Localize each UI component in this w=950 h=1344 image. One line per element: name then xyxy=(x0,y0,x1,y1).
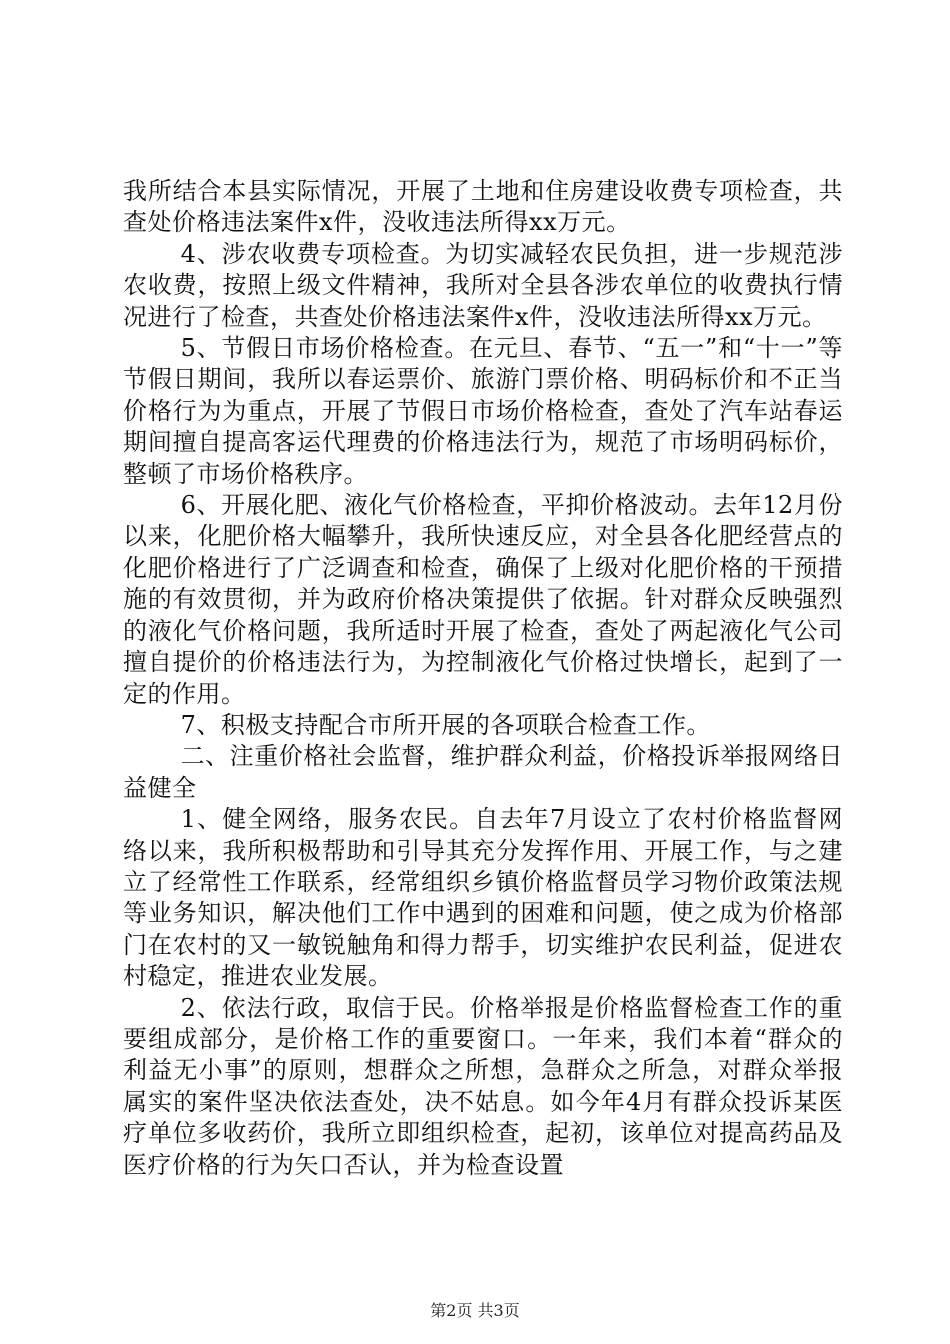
paragraph-subitem-2: 2、依法行政，取信于民。价格举报是价格监督检查工作的重要组成部分，是价格工作的重要窗口。一年来，我们本着“群众的利益无小事”的原则，想群众之所想，急群众之所急，对群众举报属实的案件坚决依法查处，决不姑息。如今年4月有群众投诉某医疗单位多收药价，我所立即组织检查，起初，该单位对提高药品及医疗价格的行为矢口否认，并为检查设置 xyxy=(123,993,843,1179)
paragraph-item-4: 4、涉农收费专项检查。为切实减轻农民负担，进一步规范涉农收费，按照上级文件精神，我所对全县各涉农单位的收费执行情况进行了检查，共查处价格违法案件x件，没收违法所得xx万元。 xyxy=(123,239,843,331)
document-body xyxy=(123,176,843,1181)
section-heading-2: 二、注重价格社会监督，维护群众利益，价格投诉举报网络日益健全 xyxy=(123,742,843,802)
paragraph-item-5: 5、节假日市场价格检查。在元旦、春节、“五一”和“十一”等节假日期间，我所以春运票价、旅游门票价格、明码标价和不正当价格行为为重点，开展了节假日市场价格检查，查处了汽车站春运期间擅自提高客运代理费的价格违法行为，规范了市场明码标价，整顿了市场价格秩序。 xyxy=(123,334,843,488)
paragraph-subitem-1: 1、健全网络，服务农民。自去年7月设立了农村价格监督网络以来，我所积极帮助和引导其充分发挥作用、开展工作，与之建立了经常性工作联系，经常组织乡镇价格监督员学习物价政策法规等业务知识，解决他们工作中遇到的困难和问题，使之成为价格部门在农村的又一敏锐触角和得力帮手，切实维护农民利益，促进农村稳定，推进农业发展。 xyxy=(123,805,843,991)
page-footer: 第2页 共3页 xyxy=(430,1301,520,1320)
paragraph-continuation: 我所结合本县实际情况，开展了土地和住房建设收费专项检查，共查处价格违法案件x件，没收违法所得xx万元。 xyxy=(123,177,843,237)
paragraph-item-7: 7、积极支持配合市所开展的各项联合检查工作。 xyxy=(180,710,711,739)
paragraph-item-6: 6、开展化肥、液化气价格检查，平抑价格波动。去年12月份以来，化肥价格大幅攀升，我所快速反应，对全县各化肥经营点的化肥价格进行了广泛调查和检查，确保了上级对化肥价格的干预措施的有效贯彻，并为政府价格决策提供了依据。针对群众反映强烈的液化气价格问题，我所适时开展了检查，查处了两起液化气公司擅自提价的价格违法行为，为控制液化气价格过快增长，起到了一定的作用。 xyxy=(123,491,843,708)
